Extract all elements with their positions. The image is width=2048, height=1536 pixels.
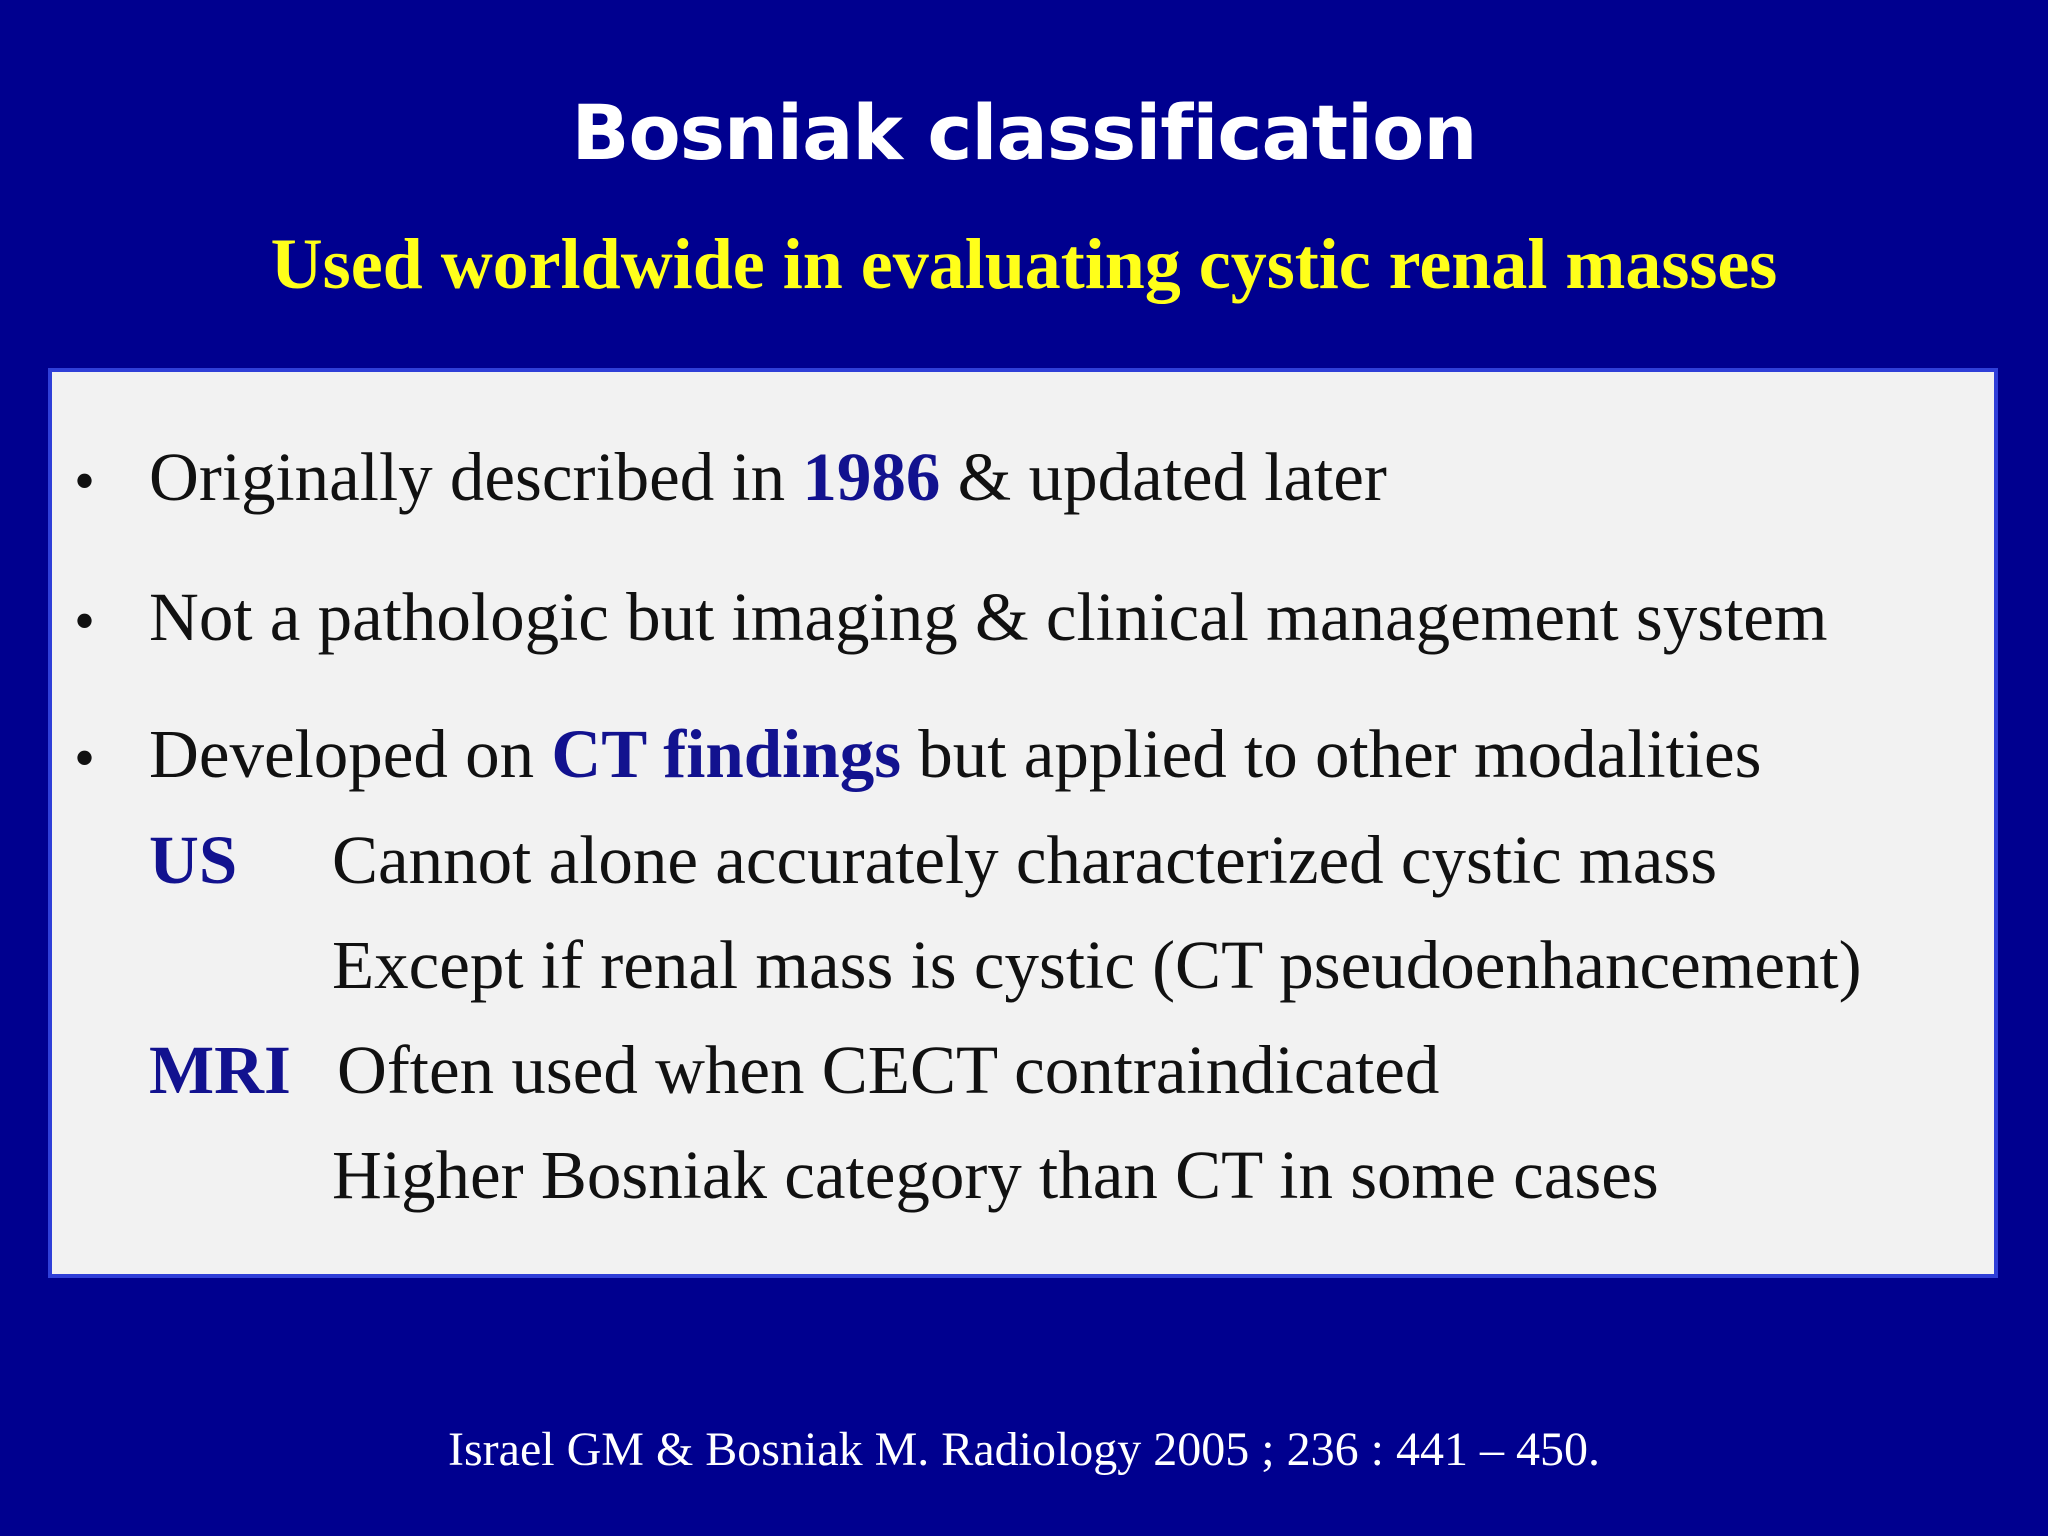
modality-label-us: US: [149, 822, 238, 898]
citation: Israel GM & Bosniak M. Radiology 2005 ; 236 : 441 – 450.: [448, 1423, 1600, 1476]
modality-label-mri: MRI: [149, 1032, 291, 1108]
bullet-item-2: Not a pathologic but imaging & clinical management system: [149, 579, 1828, 655]
bullet-3-text-before: Developed on: [149, 716, 552, 792]
bullet-dot-2: •: [74, 588, 96, 654]
bullet-1-text-before: Originally described in: [149, 439, 803, 515]
bullet-1-highlight-year: 1986: [802, 439, 941, 515]
bullet-item-3: [149, 714, 1761, 794]
mri-line-1: Often used when CECT contraindicated: [337, 1032, 1440, 1108]
slide-subtitle: Used worldwide in evaluating cystic renal masses: [270, 224, 1778, 304]
bullet-1-text-after: & updated later: [940, 439, 1387, 515]
bullet-dot-3: •: [74, 725, 96, 791]
mri-line-2: Higher Bosniak category than CT in some cases: [332, 1137, 1659, 1213]
us-line-2: Except if renal mass is cystic (CT pseudoenhancement): [332, 927, 1862, 1003]
slide-title: Bosniak classification: [571, 88, 1477, 177]
bullet-dot-1: •: [74, 448, 96, 514]
bullet-3-text-after: but applied to other modalities: [901, 716, 1762, 792]
us-line-1: Cannot alone accurately characterized cystic mass: [332, 822, 1718, 898]
bullet-item-1: [149, 437, 1387, 517]
bullet-3-highlight-ct: CT findings: [551, 716, 902, 792]
content-box: [48, 368, 1998, 1278]
